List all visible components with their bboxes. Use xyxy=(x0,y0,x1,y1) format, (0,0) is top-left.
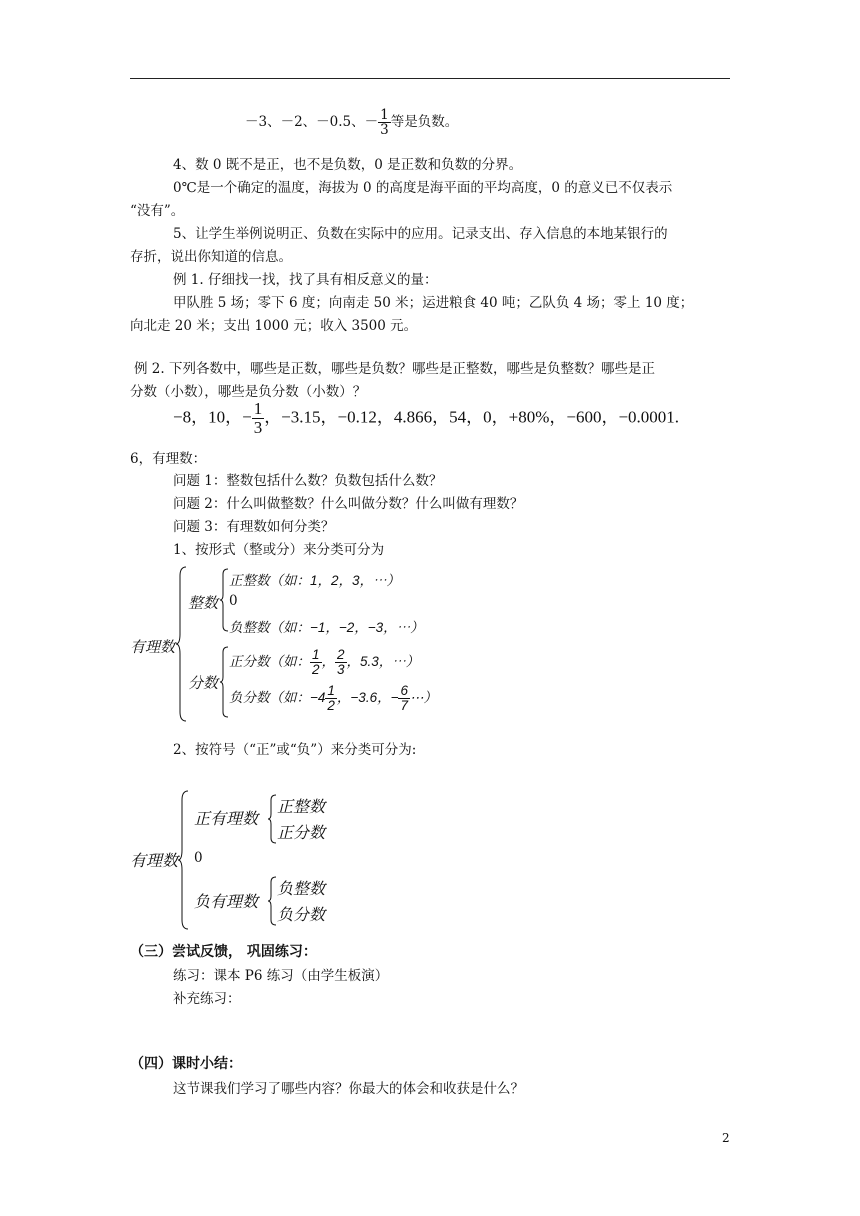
page-number: 2 xyxy=(722,1131,730,1145)
classification-2-title: 2、按符号（“正”或“负”）来分类可分为: xyxy=(173,742,417,758)
paragraph-zero-celsius: 0℃是一个确定的温度，海拔为 0 的高度是海平面的平均高度，0 的意义已不仅表示 xyxy=(173,180,673,196)
example-1-line1: 甲队胜 5 场；零下 6 度；向南走 50 米；运进粮食 40 吨；乙队负 4 场；零上 10 度； xyxy=(173,295,694,311)
section-3-supplementary: 补充练习： xyxy=(173,991,241,1007)
fraction-one-third: $\frac{1}{3}$ xyxy=(380,107,389,139)
tree1-fractions: 分数 xyxy=(188,675,219,692)
tree2-negative-rationals: 负有理数 xyxy=(194,894,259,911)
example-2-line2: 分数（小数），哪些是负分数（小数）？ xyxy=(130,384,367,400)
example-2-line1: 例 2. 下列各数中，哪些是正数，哪些是负数？哪些是正整数，哪些是负整数？哪些是正 xyxy=(134,361,655,377)
negative-numbers: －3、－2、－0.5、－ xyxy=(245,114,379,131)
tree1-integers: 整数 xyxy=(188,595,219,612)
paragraph-zero-celsius-cont: “没有”。 xyxy=(130,203,185,219)
section-3-exercise: 练习：课本 P6 练习（由学生板演） xyxy=(173,968,389,984)
negative-numbers-tail: 等是负数。 xyxy=(390,114,459,131)
tree2-positive-rationals: 正有理数 xyxy=(194,811,259,828)
negative-numbers-line xyxy=(245,108,458,137)
section-6-title: 6，有理数： xyxy=(130,451,207,467)
tree2-positive-integers: 正整数 xyxy=(277,799,326,816)
tree2-root: 有理数 xyxy=(130,853,179,870)
tree1-root: 有理数 xyxy=(130,639,176,656)
paragraph-5-cont: 存折，说出你知道的信息。 xyxy=(130,249,292,265)
question-3: 问题 3：有理数如何分类？ xyxy=(173,519,335,535)
section-3-title: （三）尝试反馈， 巩固练习： xyxy=(130,944,317,960)
header-rule xyxy=(130,78,730,79)
paragraph-4: 4、数 0 既不是正，也不是负数，0 是正数和负数的分界。 xyxy=(173,157,523,173)
question-1: 问题 1：整数包括什么数？负数包括什么数？ xyxy=(173,473,443,489)
tree2-negative-integers: 负整数 xyxy=(277,881,326,898)
example-2-numbers: −8，10，− $\frac{1}{3}$ ，−3.15，−0.12，4.866，54，0，+80%，−600，−0.0001. xyxy=(173,399,680,437)
paragraph-5: 5、让学生举例说明正、负数在实际中的应用。记录支出、存入信息的本地某银行的 xyxy=(173,226,668,242)
section-4-summary: 这节课我们学习了哪些内容？你最大的体会和收获是什么？ xyxy=(173,1081,524,1097)
tree2-root-brace xyxy=(178,790,190,930)
tree1-negative-fractions: 负分数（如：−4 $\frac{1}{2}$ ，−3.6，− $\frac{6}{7}$ ⋯） xyxy=(229,683,437,714)
section-4-title: （四）课时小结： xyxy=(130,1056,242,1072)
tree1-zero: 0 xyxy=(229,593,238,609)
example-1-line2: 向北走 20 米；支出 1000 元；收入 3500 元。 xyxy=(130,318,418,334)
tree2-negative-fractions: 负分数 xyxy=(277,907,326,924)
fraction-one-third: $\frac{1}{3}$ xyxy=(253,399,263,437)
tree2-zero: 0 xyxy=(194,850,203,866)
tree1-positive-fractions: 正分数（如： $\frac{1}{2}$ ， $\frac{2}{3}$ ，5.3，⋯） xyxy=(229,647,420,678)
classification-1-title: 1、按形式（整或分）来分类可分为 xyxy=(173,542,385,558)
tree1-positive-integers: 正整数（如：1，2，3，⋯） xyxy=(229,573,401,588)
tree1-root-brace xyxy=(176,566,188,722)
tree2-positive-fractions: 正分数 xyxy=(277,825,326,842)
tree1-negative-integers: 负整数（如：−1，−2，−3，⋯） xyxy=(229,620,424,635)
question-2: 问题 2：什么叫做整数？什么叫做分数？什么叫做有理数？ xyxy=(173,496,524,512)
example-1-title: 例 1. 仔细找一找，找了具有相反意义的量： xyxy=(173,272,438,288)
